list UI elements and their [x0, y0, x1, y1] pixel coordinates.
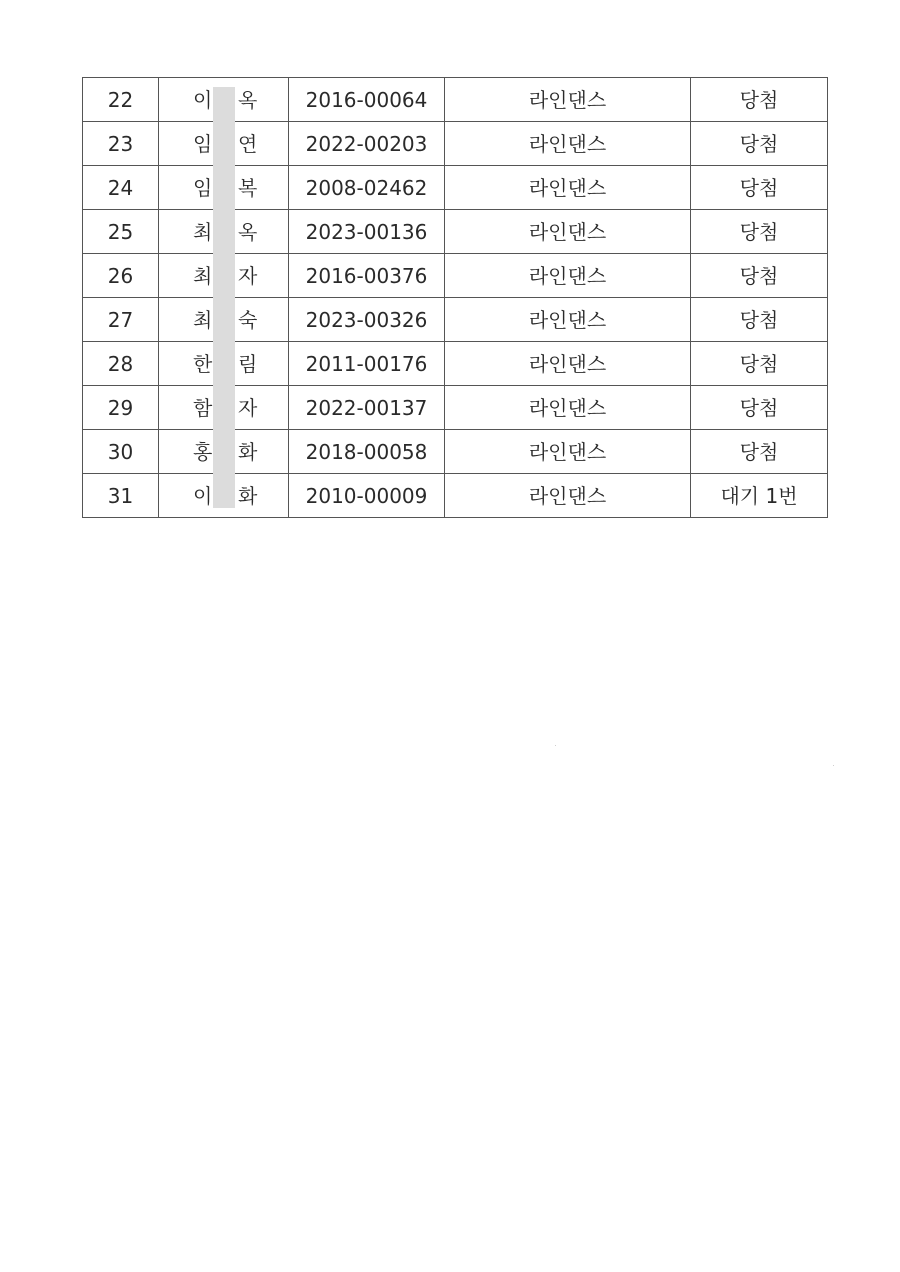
member-id-cell: 2016-00376: [289, 254, 445, 298]
row-number-cell: 25: [83, 210, 159, 254]
program-cell: 라인댄스: [445, 386, 691, 430]
table-row: [83, 210, 828, 254]
row-number-cell: 29: [83, 386, 159, 430]
row-number-cell: 31: [83, 474, 159, 518]
member-id-cell: 2022-00203: [289, 122, 445, 166]
member-id-cell: 2023-00326: [289, 298, 445, 342]
member-id-cell: 2010-00009: [289, 474, 445, 518]
row-number-cell: 30: [83, 430, 159, 474]
result-cell: 당첨: [691, 342, 828, 386]
table-row: [83, 298, 828, 342]
table-row: [83, 430, 828, 474]
name-first-char: 최: [193, 307, 213, 332]
name-last-char: 숙: [238, 307, 258, 332]
result-cell: 당첨: [691, 122, 828, 166]
program-cell: 라인댄스: [445, 474, 691, 518]
result-cell: 당첨: [691, 210, 828, 254]
table-row: [83, 122, 828, 166]
name-first-char: 함: [193, 395, 213, 420]
member-id-cell: 2011-00176: [289, 342, 445, 386]
name-last-char: 자: [238, 263, 258, 288]
row-number-cell: 22: [83, 78, 159, 122]
name-last-char: 자: [238, 395, 258, 420]
name-first-char: 이: [193, 87, 213, 112]
member-id-cell: 2008-02462: [289, 166, 445, 210]
name-first-char: 홍: [193, 439, 213, 464]
scan-speck: [833, 765, 834, 766]
row-number-cell: 28: [83, 342, 159, 386]
name-first-char: 최: [193, 263, 213, 288]
name-redaction-bar: [213, 87, 235, 508]
table-row: [83, 386, 828, 430]
table-row: [83, 166, 828, 210]
lottery-results-table: [82, 77, 828, 518]
member-id-cell: 2023-00136: [289, 210, 445, 254]
name-last-char: 옥: [238, 87, 258, 112]
table-row: [83, 78, 828, 122]
program-cell: 라인댄스: [445, 78, 691, 122]
program-cell: 라인댄스: [445, 254, 691, 298]
scan-speck: [555, 745, 556, 746]
program-cell: 라인댄스: [445, 166, 691, 210]
row-number-cell: 23: [83, 122, 159, 166]
name-last-char: 림: [238, 351, 258, 376]
row-number-cell: 26: [83, 254, 159, 298]
name-last-char: 화: [238, 439, 258, 464]
program-cell: 라인댄스: [445, 430, 691, 474]
result-cell: 당첨: [691, 254, 828, 298]
name-first-char: 최: [193, 219, 213, 244]
program-cell: 라인댄스: [445, 342, 691, 386]
member-id-cell: 2022-00137: [289, 386, 445, 430]
results-table-body: [83, 78, 828, 518]
name-last-char: 화: [238, 483, 258, 508]
table-row: [83, 342, 828, 386]
row-number-cell: 24: [83, 166, 159, 210]
result-cell: 당첨: [691, 78, 828, 122]
member-id-cell: 2018-00058: [289, 430, 445, 474]
result-cell: 대기 1번: [691, 474, 828, 518]
program-cell: 라인댄스: [445, 298, 691, 342]
result-cell: 당첨: [691, 430, 828, 474]
name-last-char: 복: [238, 175, 258, 200]
program-cell: 라인댄스: [445, 210, 691, 254]
row-number-cell: 27: [83, 298, 159, 342]
result-cell: 당첨: [691, 298, 828, 342]
result-cell: 당첨: [691, 166, 828, 210]
table-row: [83, 254, 828, 298]
name-first-char: 임: [193, 131, 213, 156]
name-last-char: 옥: [238, 219, 258, 244]
program-cell: 라인댄스: [445, 122, 691, 166]
member-id-cell: 2016-00064: [289, 78, 445, 122]
name-last-char: 연: [238, 131, 258, 156]
name-first-char: 한: [193, 351, 213, 376]
table-row: [83, 474, 828, 518]
result-cell: 당첨: [691, 386, 828, 430]
name-first-char: 이: [193, 483, 213, 508]
name-first-char: 임: [193, 175, 213, 200]
